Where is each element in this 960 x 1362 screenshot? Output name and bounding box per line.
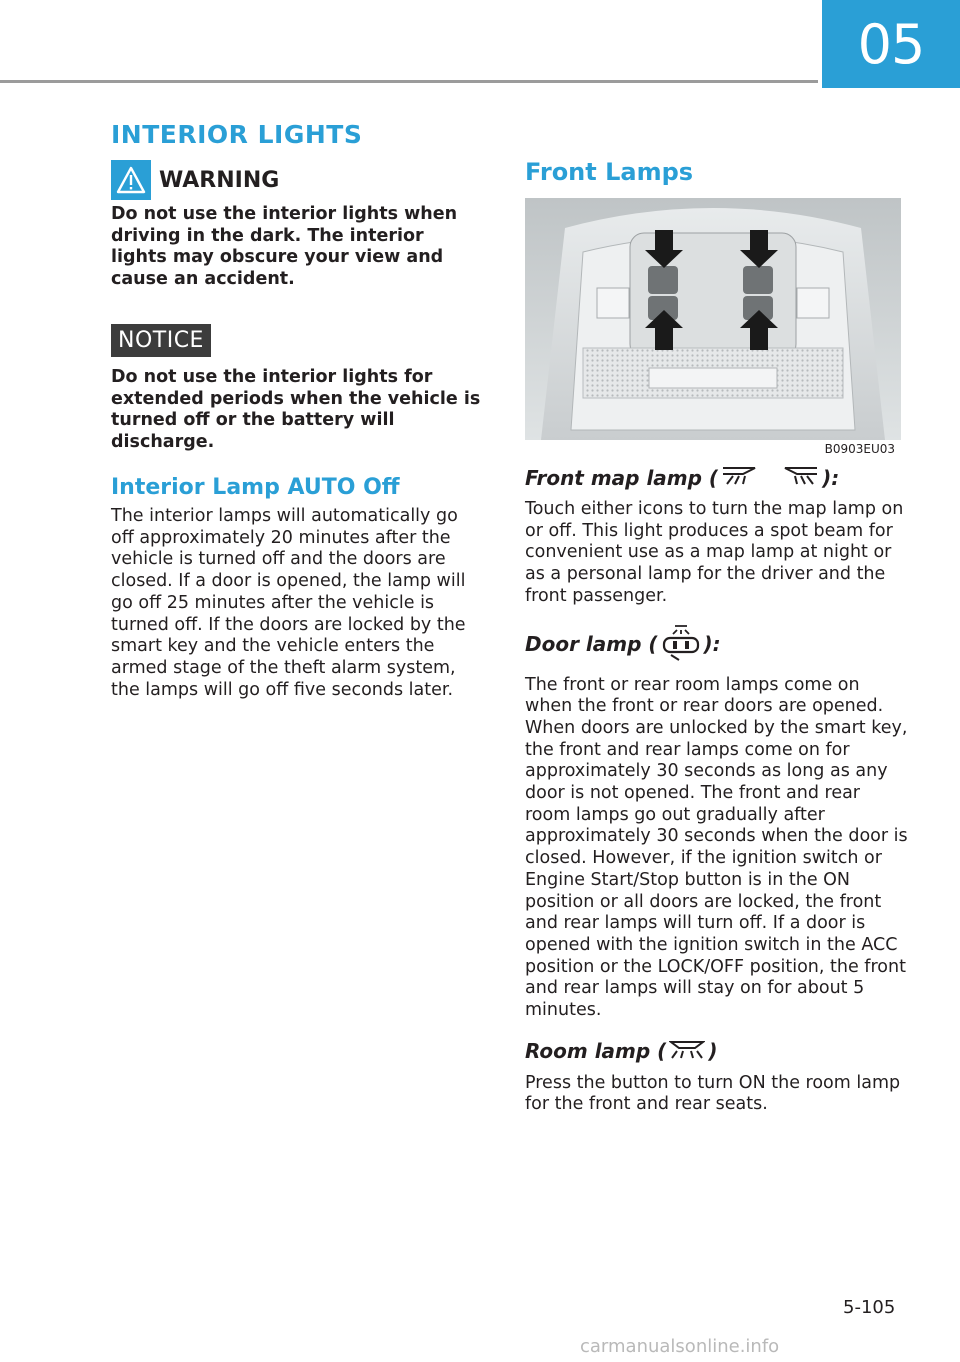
- warning-text: Do not use the interior lights when driving in the dark. The interior lights may obscure your view and cause an accident.: [111, 204, 458, 289]
- right-map-lamp-icon: [781, 464, 819, 491]
- chapter-tab: 05: [822, 0, 960, 88]
- warning-title: WARNING: [159, 167, 280, 193]
- map-lamp-title-prefix: Front map lamp (: [525, 465, 719, 490]
- door-lamp-title-prefix: Door lamp (: [525, 632, 658, 657]
- room-lamp-icon: [669, 1038, 705, 1065]
- warning-header: [111, 160, 481, 200]
- notice-text: Do not use the interior lights for extended periods when the vehicle is turned off or the battery will discharge.: [111, 367, 481, 452]
- auto-off-text: The interior lamps will automatically go off approximately 20 minutes after the vehicle is turned off and the doors are closed. If a door is opened, the lamp will go off 25 minutes after the vehicle is turned off. If the doors are locked by the smart key and the vehicle enters the armed stage of the theft alarm system, the lamps will go off five seconds later.: [111, 506, 466, 700]
- door-lamp-text: The front or rear room lamps come on when the front or rear doors are opened. When doors are unlocked by the smart key, the front and rear lamps come on for approximately 30 seconds as long as any door is not opened. The front and rear room lamps go out gradually after approximately 30 seconds when the door is closed. However, if the ignition switch or Engine Start/Stop button is in the ON position or all doors are locked, the front and rear lamps will turn off. If a door is opened with the ignition switch in the ACC position or the LOCK/OFF position, the front and rear lamps will stay on for about 5 minutes.: [525, 674, 908, 1021]
- notice-label: NOTICE: [111, 324, 211, 357]
- figure-code: B0903EU03: [824, 442, 895, 456]
- page-number: 5-105: [843, 1297, 896, 1318]
- room-lamp-text: Press the button to turn ON the room lamp for the front and rear seats.: [525, 1072, 901, 1115]
- door-lamp-icon: [661, 622, 701, 667]
- warning-triangle-icon: [111, 160, 151, 200]
- right-column: [525, 158, 910, 1116]
- room-lamp-title-suffix: ): [708, 1039, 718, 1064]
- door-lamp-title: [525, 622, 910, 667]
- map-lamp-text: Touch either icons to turn the map lamp on or off. This light produces a spot beam for convenient use as a map lamp at night or as a personal lamp for the driver and the front passenger.: [525, 499, 904, 606]
- left-map-lamp-icon: [721, 464, 759, 491]
- door-lamp-title-suffix: ):: [703, 632, 721, 657]
- left-column: [111, 160, 481, 701]
- room-lamp-title: [525, 1038, 910, 1065]
- watermark: carmanualsonline.info: [580, 1336, 780, 1357]
- map-lamp-title-suffix: ):: [822, 465, 840, 490]
- overhead-console-illustration: [525, 198, 901, 440]
- room-lamp-title-prefix: Room lamp (: [525, 1039, 667, 1064]
- front-lamps-title: Front Lamps: [525, 158, 694, 186]
- map-lamp-title: [525, 464, 910, 491]
- section-title: INTERIOR LIGHTS: [111, 120, 363, 149]
- auto-off-title: Interior Lamp AUTO Off: [111, 475, 400, 500]
- header-rule: [0, 80, 818, 83]
